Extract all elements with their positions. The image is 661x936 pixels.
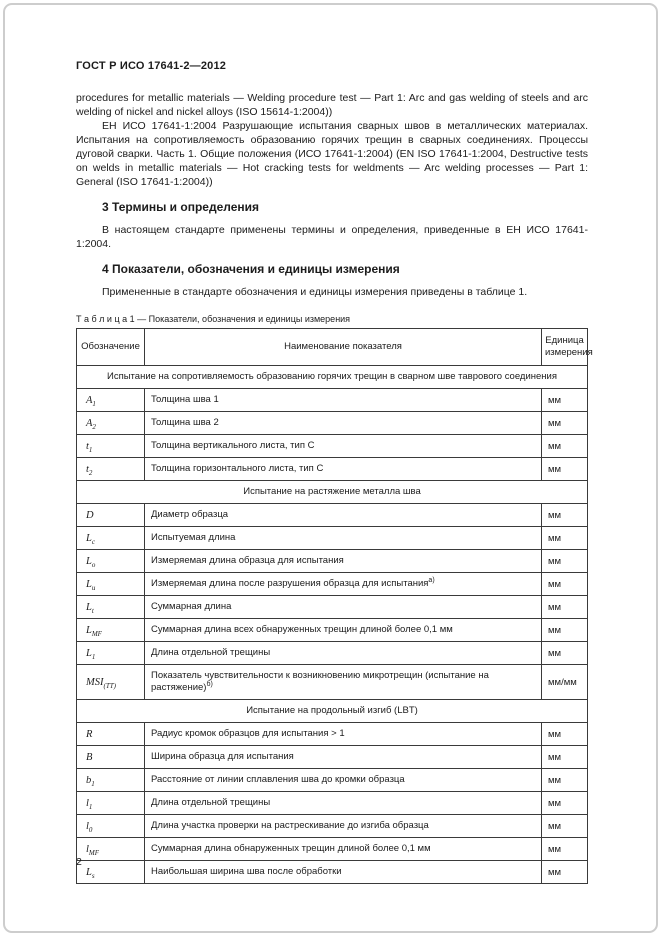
indicator-name-cell: Толщина шва 2 [145,412,542,435]
symbol-cell: $t_1$ [77,435,145,458]
symbol-cell: $L_c$ [77,527,145,550]
table-section-row [77,366,588,389]
unit-cell: мм [542,815,588,838]
symbol-cell: $L_s$ [77,861,145,884]
section-label: Испытание на сопротивляемость образованию горячих трещин в сварном шве таврового соединения [77,366,588,389]
indicator-name-cell: Толщина горизонтального листа, тип С [145,458,542,481]
table-row [77,815,588,838]
table-row [77,573,588,596]
symbol-cell: D [77,504,145,527]
page-number: 2 [76,856,82,868]
table-row [77,665,588,700]
col-header-designation: Обозначение [77,329,145,366]
table-row [77,504,588,527]
symbol-cell: $b_1$ [77,769,145,792]
indicator-name-cell: Толщина вертикального листа, тип С [145,435,542,458]
section-3-heading: 3 Термины и определения [102,200,260,214]
document-page-content [76,60,593,884]
col-header-unit: Единица измерения [542,329,588,366]
unit-cell: мм [542,619,588,642]
indicator-name-cell: Толщина шва 1 [145,389,542,412]
symbol-cell: $l_1$ [77,792,145,815]
symbol-cell: $L_u$ [77,573,145,596]
unit-cell: мм [542,412,588,435]
symbol-cell: $MSI_{(TT)}$ [77,665,145,700]
symbol-cell: $L_o$ [77,550,145,573]
paragraph-english-continuation: procedures for metallic materials — Welding procedure test — Part 1: Arc and gas welding of steels and arc welding of nickel and nickel alloys (ISO 15614-1:2004)) [76,92,588,118]
table-row [77,792,588,815]
unit-cell: мм [542,527,588,550]
indicator-name-cell: Длина отдельной трещины [145,792,542,815]
symbol-cell: $t_2$ [77,458,145,481]
indicators-table [76,328,593,884]
table-header-row [77,329,588,366]
unit-cell: мм [542,723,588,746]
indicator-name-cell: Показатель чувствительности к возникновению микротрещин (испытание на растяжение)$^{б)}$ [145,665,542,700]
indicator-name-cell: Расстояние от линии сплавления шва до кромки образца [145,769,542,792]
table-row [77,838,588,861]
indicator-name-cell: Измеряемая длина образца для испытания [145,550,542,573]
table-row [77,769,588,792]
indicator-name-cell: Испытуемая длина [145,527,542,550]
indicator-name-cell: Суммарная длина [145,596,542,619]
indicator-name-cell: Длина отдельной трещины [145,642,542,665]
table-body [77,366,588,884]
symbol-cell: $L_{MF}$ [77,619,145,642]
section-label: Испытание на растяжение металла шва [77,481,588,504]
symbol-cell: $l_{MF}$ [77,838,145,861]
table-row [77,861,588,884]
section-4-heading: 4 Показатели, обозначения и единицы измерения [102,262,400,276]
unit-cell: мм/мм [542,665,588,700]
symbol-cell: R [77,723,145,746]
indicator-name-cell: Диаметр образца [145,504,542,527]
table-row [77,435,588,458]
unit-cell: мм [542,389,588,412]
table-row [77,550,588,573]
unit-cell: мм [542,746,588,769]
unit-cell: мм [542,573,588,596]
indicator-name-cell: Суммарная длина всех обнаруженных трещин длиной более 0,1 мм [145,619,542,642]
unit-cell: мм [542,838,588,861]
table-row [77,458,588,481]
unit-cell: мм [542,642,588,665]
unit-cell: мм [542,861,588,884]
doc-header: ГОСТ Р ИСО 17641-2—2012 [76,60,227,72]
unit-cell: мм [542,792,588,815]
table-row [77,723,588,746]
indicator-name-cell: Ширина образца для испытания [145,746,542,769]
section-label: Испытание на продольный изгиб (LBT) [77,700,588,723]
table-section-row [77,700,588,723]
section-4-body: Примененные в стандарте обозначения и единицы измерения приведены в таблице 1. [102,286,528,298]
symbol-cell: B [77,746,145,769]
paragraph-standard-reference: ЕН ИСО 17641-1:2004 Разрушающие испытания сварных швов в металлических материалах. Испытания на сопротивляемость образованию горячих трещин в сварных соединениях. Процессы дуговой сварки. Часть 1. Общие положения (ИСО 17641-1:2004) (EN ISO 17641-1:2004, Destructive tests on welds in metallic materials — Hot cracking tests for weldments — Arc welding processes — Part 1: General (ISO 17641-1:2004)) [76,120,588,188]
indicator-name-cell: Измеряемая длина после разрушения образца для испытания$^{а)}$ [145,573,542,596]
table-row [77,746,588,769]
unit-cell: мм [542,769,588,792]
symbol-cell: $A_2$ [77,412,145,435]
indicator-name-cell: Длина участка проверки на растрескивание до изгиба образца [145,815,542,838]
indicator-name-cell: Наибольшая ширина шва после обработки [145,861,542,884]
symbol-cell: $l_0$ [77,815,145,838]
unit-cell: мм [542,596,588,619]
table-row [77,642,588,665]
unit-cell: мм [542,550,588,573]
symbol-cell: $L_1$ [77,642,145,665]
unit-cell: мм [542,458,588,481]
indicator-name-cell: Радиус кромок образцов для испытания > 1 [145,723,542,746]
col-header-indicator-name: Наименование показателя [145,329,542,366]
table-row [77,389,588,412]
unit-cell: мм [542,435,588,458]
table-caption: Т а б л и ц а 1 — Показатели, обозначения и единицы измерения [76,314,351,324]
indicator-name-cell: Суммарная длина обнаруженных трещин длиной более 0,1 мм [145,838,542,861]
table-row [77,596,588,619]
unit-cell: мм [542,504,588,527]
table-row [77,619,588,642]
section-3-body: В настоящем стандарте применены термины и определения, приведенные в ЕН ИСО 17641-1:2004. [76,224,588,250]
symbol-cell: $A_1$ [77,389,145,412]
table-section-row [77,481,588,504]
table-row [77,412,588,435]
table-row [77,527,588,550]
symbol-cell: $L_t$ [77,596,145,619]
